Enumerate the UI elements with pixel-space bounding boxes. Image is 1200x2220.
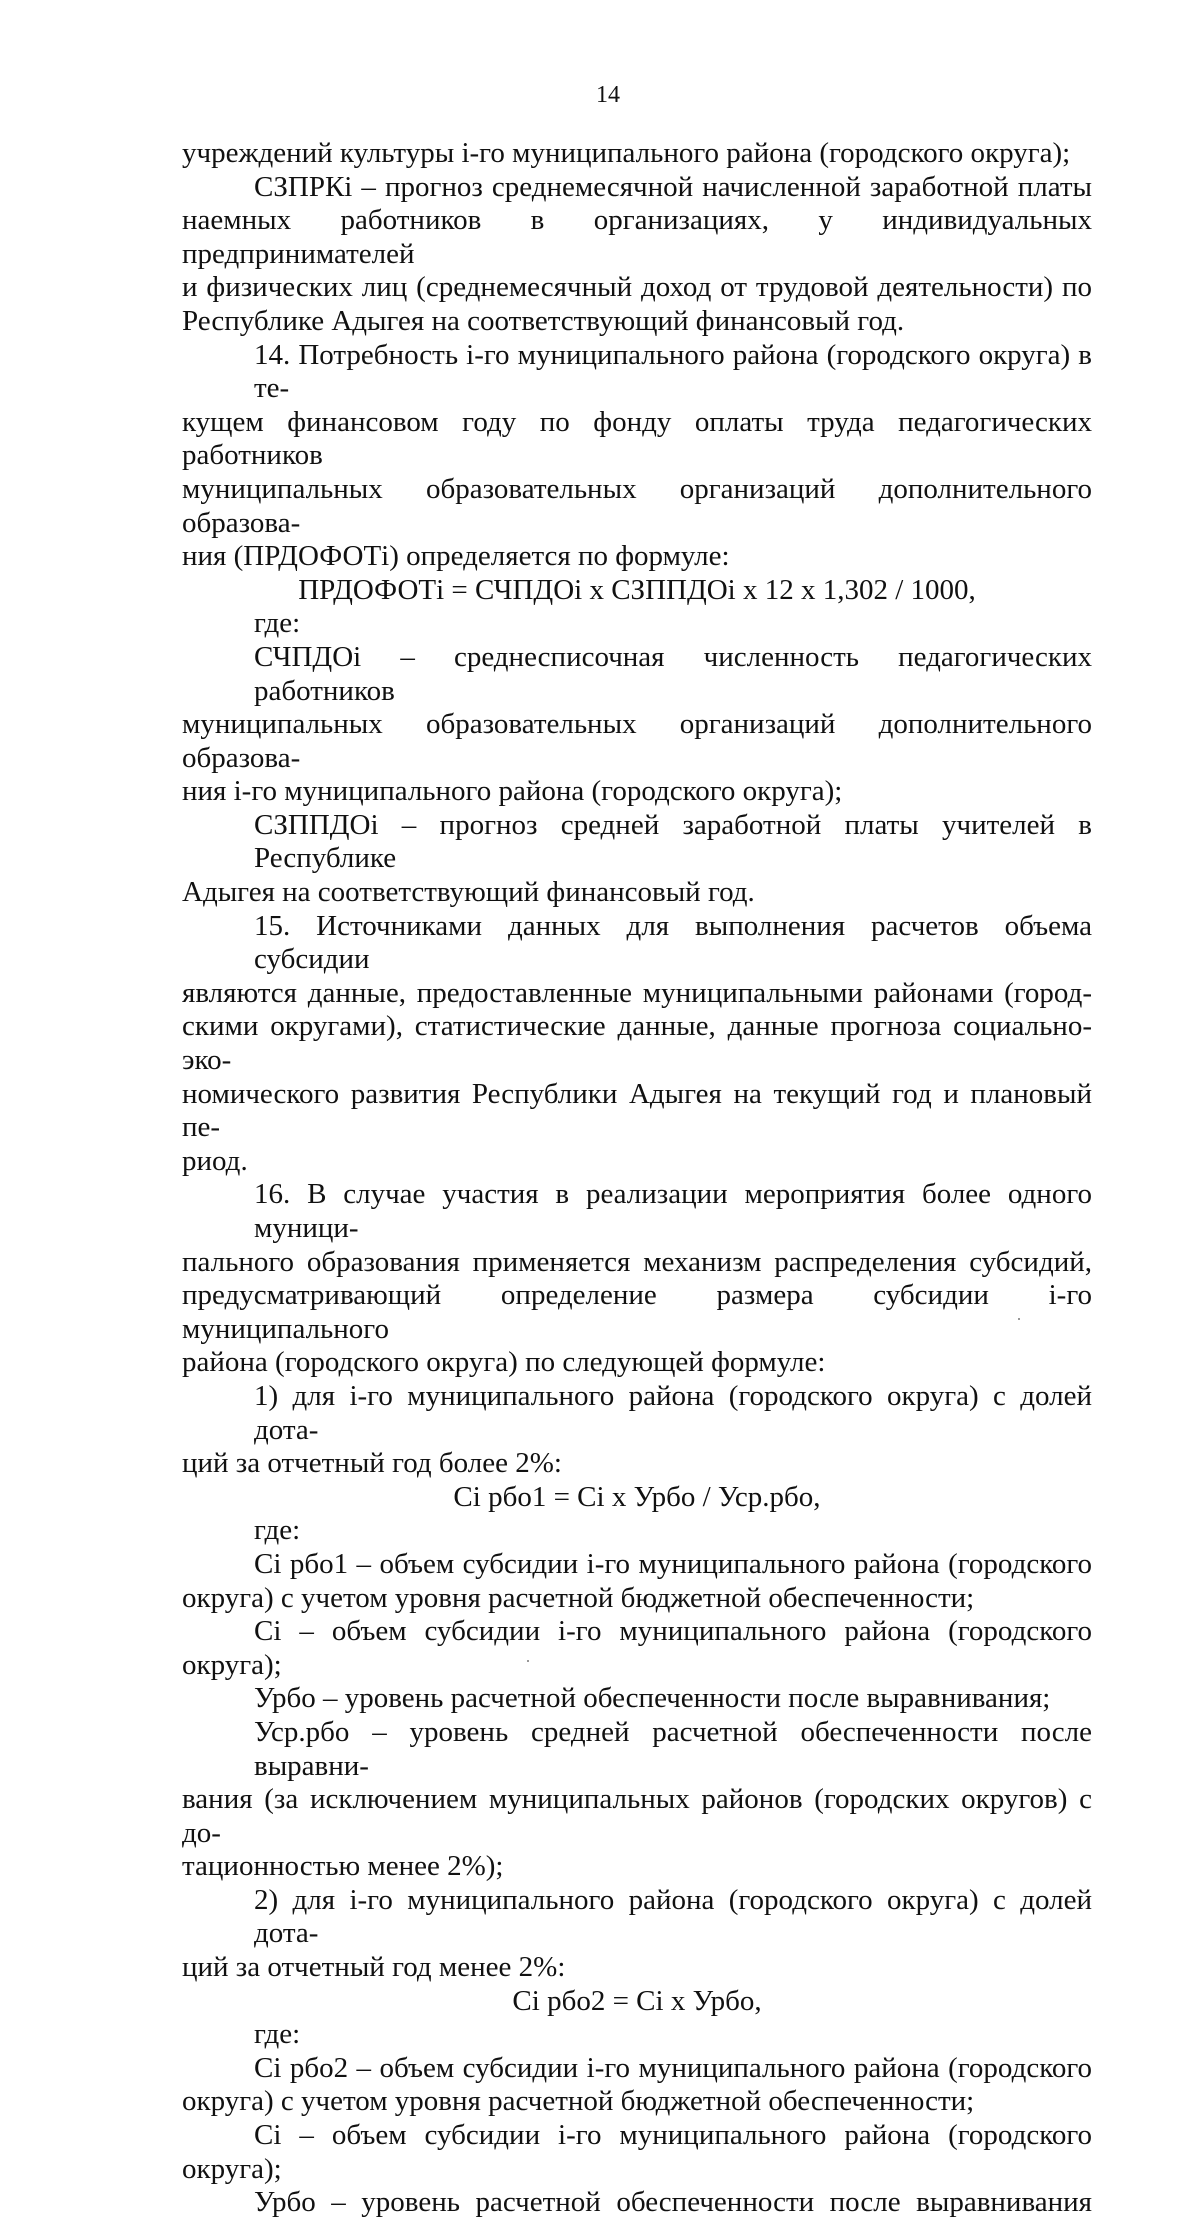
text-line: номического развития Республики Адыгея на текущий год и плановый пе- xyxy=(182,1077,1092,1144)
text-line: вания (за исключением муниципальных районов (городских округов) с до- xyxy=(182,1783,1092,1849)
text-line: Республике Адыгея на соответствующий финансовый год. xyxy=(182,304,905,337)
text-line: 2) для i-го муниципального района (городского округа) с долей дота- xyxy=(254,1883,1092,1950)
text-line: округа) с учетом уровня расчетной бюджетной обеспеченности; xyxy=(182,2085,975,2118)
text-line: являются данные, предоставленные муниципальными районами (город- xyxy=(182,976,1092,1009)
text-line: предусматривающий определение размера субсидии i-го муниципального xyxy=(182,1279,1092,1345)
paragraph xyxy=(182,910,1092,1179)
paragraph: учреждений культуры i-го муниципального района (городского округа); xyxy=(182,137,1071,169)
text-line: Адыгея на соответствующий финансовый год. xyxy=(182,876,755,909)
page-number: 14 xyxy=(596,82,620,108)
paragraph: Урбо – уровень расчетной обеспеченности после выравнивания; xyxy=(254,1682,1051,1715)
text-line: Ci рбо2 – объем субсидии i-го муниципального района (городского xyxy=(254,2051,1092,2084)
text-line: ния (ПРДОФОТi) определяется по формуле: xyxy=(182,540,730,573)
text-line: и физических лиц (среднемесячный доход от трудовой деятельности) по xyxy=(182,271,1092,304)
paragraph xyxy=(182,809,1092,910)
text-line: района (городского округа) по следующей формуле: xyxy=(182,1346,826,1379)
text-line: ций за отчетный год менее 2%: xyxy=(182,1951,566,1984)
text-line: 14. Потребность i-го муниципального района (городского округа) в те- xyxy=(254,338,1092,405)
text-line: риод. xyxy=(182,1144,248,1177)
paragraph: Ci – объем субсидии i-го муниципального района (городского округа); xyxy=(182,2119,1092,2185)
formula: ПРДОФОТi = СЧПДОi x СЗППДОi x 12 x 1,302 / 1000, xyxy=(298,573,976,606)
paragraph xyxy=(182,2052,1092,2119)
text-line: тационностью менее 2%); xyxy=(182,1850,504,1883)
paragraph xyxy=(182,1884,1092,1985)
paragraph xyxy=(182,1548,1092,1615)
text-line: 15. Источниками данных для выполнения расчетов объема субсидии xyxy=(254,909,1092,976)
paragraph xyxy=(182,1716,1092,1884)
text-line: Урбо – уровень расчетной обеспеченности после выравнивания xyxy=(254,2186,1092,2219)
text-line: пального образования применяется механизм распределения субсидий, xyxy=(182,1245,1092,1278)
text-line: округа) с учетом уровня расчетной бюджетной обеспеченности; xyxy=(182,1581,975,1614)
text-line: ния i-го муниципального района (городского округа); xyxy=(182,775,843,808)
text-line: наемных работников в организациях, у индивидуальных предпринимателей xyxy=(182,204,1092,270)
text-line: СЗППДОi – прогноз средней заработной платы учителей в Республике xyxy=(254,808,1092,875)
paragraph xyxy=(182,171,1092,339)
paragraph: где: xyxy=(254,607,301,640)
paragraph: где: xyxy=(254,1514,301,1547)
formula: Ci рбо2 = Ci x Урбо, xyxy=(512,1984,762,2017)
paragraph: где: xyxy=(254,2018,301,2051)
paragraph xyxy=(182,2186,1092,2220)
text-line: кущем финансовом году по фонду оплаты труда педагогических работников xyxy=(182,405,1092,472)
text-line: 16. В случае участия в реализации мероприятия более одного муници- xyxy=(254,1178,1092,1244)
paragraph xyxy=(182,641,1092,809)
text-line: Уср.рбо – уровень средней расчетной обеспеченности после выравни- xyxy=(254,1715,1092,1782)
formula: Ci рбо1 = Ci x Урбо / Уср.рбо, xyxy=(453,1480,821,1513)
paragraph xyxy=(182,1178,1092,1380)
text-line: скими округами), статистические данные, данные прогноза социально-эко- xyxy=(182,1010,1092,1077)
text-line: муниципальных образовательных организаций дополнительного образова- xyxy=(182,708,1092,774)
scan-speck xyxy=(1018,1318,1020,1320)
text-line: ций за отчетный год более 2%: xyxy=(182,1447,562,1480)
text-line: СЧПДОi – среднесписочная численность педагогических работников xyxy=(254,640,1092,707)
paragraph xyxy=(182,339,1092,574)
text-line: СЗПРКi – прогноз среднемесячной начисленной заработной платы xyxy=(254,170,1092,203)
paragraph: Ci – объем субсидии i-го муниципального района (городского округа); xyxy=(182,1615,1092,1681)
paragraph xyxy=(182,1380,1092,1481)
scan-speck xyxy=(527,1660,529,1662)
text-line: муниципальных образовательных организаций дополнительного образова- xyxy=(182,472,1092,539)
text-line: 1) для i-го муниципального района (городского округа) с долей дота- xyxy=(254,1379,1092,1446)
document-body xyxy=(182,137,1092,2220)
text-line: Ci рбо1 – объем субсидии i-го муниципального района (городского xyxy=(254,1547,1092,1580)
